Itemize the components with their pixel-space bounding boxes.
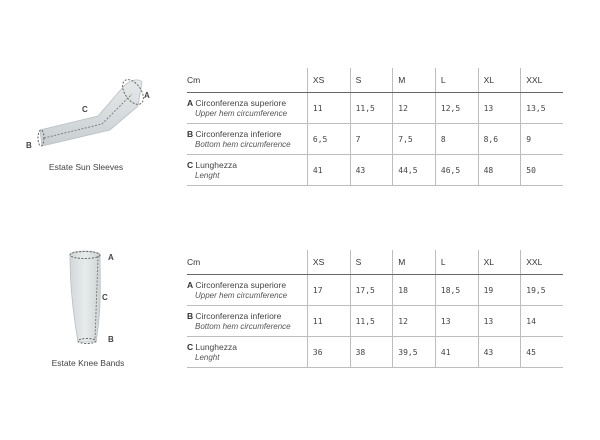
knee-band-illustration [58, 244, 130, 350]
table-row [187, 275, 563, 306]
row-label [187, 306, 307, 337]
value-cell: 8,6 [478, 124, 521, 155]
sleeve-label-b: B [26, 141, 32, 150]
size-header: S [350, 250, 393, 275]
value-cell: 19 [478, 275, 521, 306]
value-cell: 13,5 [521, 93, 563, 124]
row-label [187, 275, 307, 306]
table-row [187, 155, 563, 186]
table-header-row [187, 250, 563, 275]
row-label-it: Circonferenza inferiore [195, 128, 282, 139]
unit-header: Cm [187, 250, 307, 275]
size-header: XL [478, 250, 521, 275]
table-header-row [187, 68, 563, 93]
row-label-en: Upper hem circumference [195, 108, 288, 118]
row-label [187, 337, 307, 368]
value-cell: 7,5 [393, 124, 436, 155]
value-cell: 41 [307, 155, 350, 186]
size-header: M [393, 68, 436, 93]
knee-label-a: A [108, 253, 114, 262]
row-letter: B [187, 310, 194, 321]
table-row [187, 306, 563, 337]
value-cell: 12 [393, 306, 436, 337]
knee-label-c: C [102, 293, 108, 302]
row-letter: B [187, 128, 194, 139]
value-cell: 11 [307, 306, 350, 337]
row-letter: A [187, 279, 194, 290]
value-cell: 39,5 [393, 337, 436, 368]
value-cell: 14 [521, 306, 563, 337]
size-header: XXL [521, 68, 563, 93]
value-cell: 12,5 [435, 93, 478, 124]
value-cell: 41 [435, 337, 478, 368]
size-header: XS [307, 250, 350, 275]
knee-band-shape [70, 251, 100, 342]
value-cell: 11 [307, 93, 350, 124]
row-label-en: Bottom hem circumference [195, 321, 291, 331]
row-label-en: Lenght [195, 170, 220, 180]
value-cell: 8 [435, 124, 478, 155]
size-header: XXL [521, 250, 563, 275]
row-label-it: Circonferenza inferiore [195, 310, 282, 321]
value-cell: 18 [393, 275, 436, 306]
table-row [187, 124, 563, 155]
row-label-it: Circonferenza superiore [195, 97, 287, 108]
size-table-knee-bands [187, 250, 563, 368]
sleeve-shape [40, 80, 142, 146]
product-name-knee-bands: Estate Knee Bands [51, 358, 125, 368]
value-cell: 48 [478, 155, 521, 186]
value-cell: 19,5 [521, 275, 563, 306]
value-cell: 11,5 [350, 306, 393, 337]
row-label [187, 155, 307, 186]
table-row [187, 93, 563, 124]
size-table-sun-sleeves [187, 68, 563, 186]
value-cell: 13 [478, 93, 521, 124]
value-cell: 50 [521, 155, 563, 186]
value-cell: 13 [478, 306, 521, 337]
row-label-en: Lenght [195, 352, 220, 362]
value-cell: 36 [307, 337, 350, 368]
unit-header: Cm [187, 68, 307, 93]
row-label [187, 93, 307, 124]
value-cell: 17,5 [350, 275, 393, 306]
size-header: L [435, 250, 478, 275]
size-header: XL [478, 68, 521, 93]
row-label-it: Lunghezza [195, 341, 237, 352]
row-letter: C [187, 159, 194, 170]
product-name-sun-sleeves: Estate Sun Sleeves [48, 162, 124, 172]
sun-sleeve-illustration [20, 72, 170, 157]
sleeve-label-c: C [82, 105, 88, 114]
row-label [187, 124, 307, 155]
row-label-it: Circonferenza superiore [195, 279, 287, 290]
value-cell: 11,5 [350, 93, 393, 124]
value-cell: 12 [393, 93, 436, 124]
knee-label-b: B [108, 335, 114, 344]
value-cell: 17 [307, 275, 350, 306]
row-label-en: Upper hem circumference [195, 290, 288, 300]
table-row [187, 337, 563, 368]
value-cell: 44,5 [393, 155, 436, 186]
value-cell: 9 [521, 124, 563, 155]
value-cell: 6,5 [307, 124, 350, 155]
size-header: M [393, 250, 436, 275]
value-cell: 13 [435, 306, 478, 337]
value-cell: 45 [521, 337, 563, 368]
size-header: L [435, 68, 478, 93]
value-cell: 43 [478, 337, 521, 368]
row-letter: A [187, 97, 194, 108]
value-cell: 38 [350, 337, 393, 368]
row-letter: C [187, 341, 194, 352]
value-cell: 18,5 [435, 275, 478, 306]
size-header: XS [307, 68, 350, 93]
value-cell: 46,5 [435, 155, 478, 186]
row-label-en: Bottom hem circumference [195, 139, 291, 149]
size-header: S [350, 68, 393, 93]
value-cell: 7 [350, 124, 393, 155]
row-label-it: Lunghezza [195, 159, 237, 170]
sleeve-label-a: A [144, 91, 150, 100]
value-cell: 43 [350, 155, 393, 186]
